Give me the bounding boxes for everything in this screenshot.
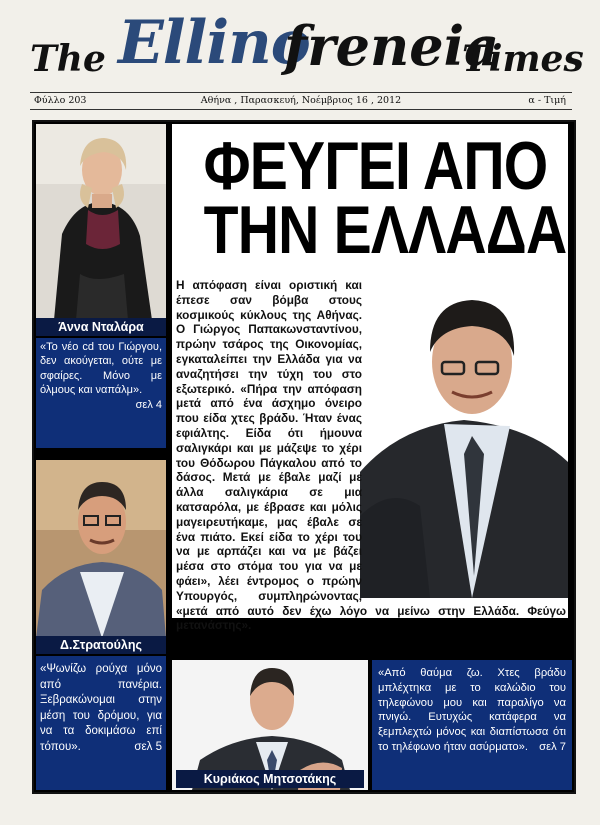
quote-stratoulis xyxy=(36,656,166,790)
photo-stratoulis xyxy=(36,460,166,638)
price-label: α - Τιμή xyxy=(528,95,566,106)
name-anna-dalara: Άννα Νταλάρα xyxy=(36,318,166,336)
info-bar xyxy=(30,92,572,110)
photo-anna-dalara xyxy=(36,124,166,320)
photo-wrap-spacer xyxy=(362,278,566,596)
quote-text: «Το νέο cd του Γιώργου, δεν ακούγεται, ούτε με σφαίρες. Μόνο με όλμους και ναπάλμ». xyxy=(40,341,162,397)
story-text xyxy=(176,278,566,633)
name-mitsotakis: Κυριάκος Μητσοτάκης xyxy=(176,770,364,788)
quote-text: «Ψωνίζω ρούχα μόνο από πανέρια. Ξεβρακώνομαι στην μέση του δρόμου, για να τα δοκιμάσω επί τόπου». xyxy=(40,663,162,753)
headline-line-2: ΤΗΝ ΕΛΛΑΔΑ xyxy=(203,192,567,268)
masthead-times: Times xyxy=(462,38,584,80)
masthead xyxy=(0,0,600,92)
masthead-the: The xyxy=(30,38,106,80)
issue-number: Φύλλο 203 xyxy=(34,95,87,106)
man-portrait-icon xyxy=(36,460,166,638)
headline xyxy=(172,128,568,268)
woman-portrait-icon xyxy=(36,124,166,320)
headline-line-1: ΦΕΥΓΕΙ ΑΠΟ xyxy=(203,128,548,204)
masthead-freneia: freneia xyxy=(284,14,500,78)
main-story xyxy=(172,124,568,633)
page-ref: σελ 7 xyxy=(539,740,566,753)
page-ref: σελ 4 xyxy=(135,398,162,411)
quote-text: «Από θαύμα ζω. Χτες βράδυ μπλέχτηκα με το καλώδιο του τηλεφώνου μου και παραλίγο να πνιγώ. Ευτυχώς κατάφερα να ξεμπλεχτώ μόνος και διαπίστωσα ότι το τηλέφωνο ήταν ασύρματο». xyxy=(378,667,566,753)
dateline: Αθήνα , Παρασκευή, Νοέμβριος 16 , 2012 xyxy=(200,95,402,106)
name-stratoulis: Δ.Στρατούλης xyxy=(36,636,166,654)
masthead-ellino: Ellino xyxy=(118,8,310,78)
quote-mitsotakis xyxy=(372,660,572,790)
story-body: Η απόφαση είναι οριστική και έπεσε σαν βόμβα στους κοσμικούς κύκλους της Αθήνας. Ο Γιώργος Παπακωνσταντίνου, πρώην τσάρος της Οικονομίας, εγκαταλείπει την Ελλάδα για να αναζητήσει την τύχη του στο εξωτερικό. «Πήρα την απόφαση μετά από ένα άσχημο όνειρο που είδα χτες βράδυ. Ήταν ένας εφιάλτης. Είδα ότι ήμουνα σαλιγκάρι και με μάζεψε το χέρι του Θόδωρου Πάγκαλου από το δάσος. Μετά με έβαλε μαζί με άλλα σαλιγκάρια σε μια κατσαρόλα, με έβρασε και μόλις μαγειρευτήκαμε, μας έβαλε σε ένα πιάτο. Εκεί είδα το χέρι του να με αρπάζει και να με βάζει μέσα στο στόμα του για να με φάει», λέει έντρομος ο πρώην Υπουργός, συμπληρώνοντας, «μετά από αυτό δεν έχω λόγο να μείνω στην Ελλάδα. Φεύγω μετανάστης». xyxy=(176,278,566,633)
page-ref: σελ 5 xyxy=(134,740,162,753)
quote-anna-dalara xyxy=(36,338,166,448)
